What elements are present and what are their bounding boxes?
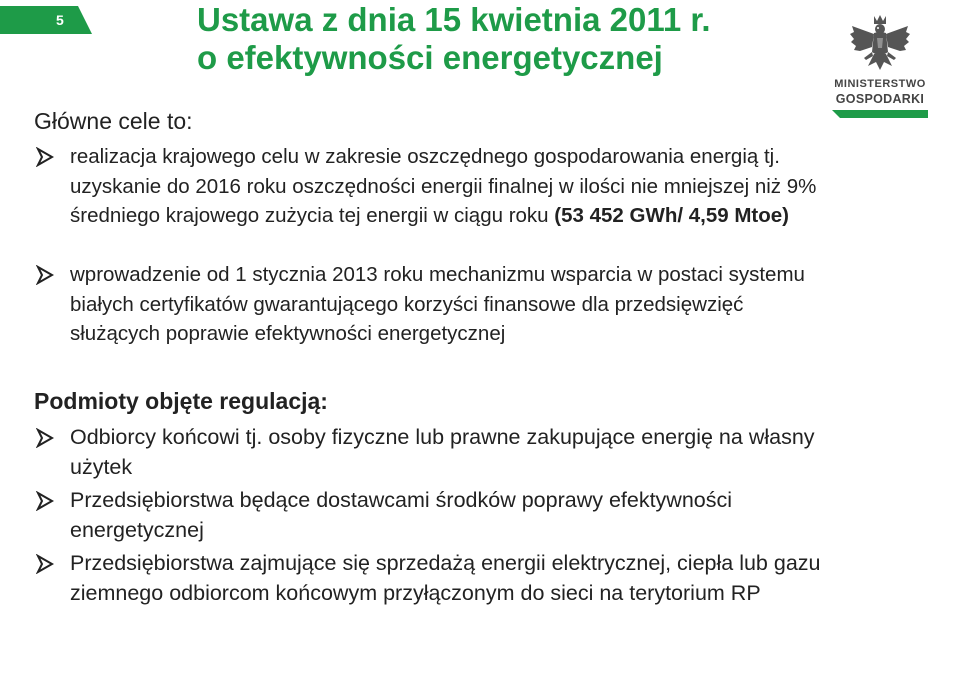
slide-title-line-2: o efektywności energetycznej <box>197 39 663 76</box>
badge-shape <box>0 6 92 34</box>
goal-item <box>70 142 830 231</box>
entity-item: Przedsiębiorstwa zajmujące się sprzedażą energii elektrycznej, ciepła lub gazu ziemnego odbiorcom końcowym przyłączonym do sieci na terytorium RP <box>70 551 821 605</box>
ministry-logo <box>832 14 928 126</box>
entities-heading: Podmioty objęte regulacją: <box>34 388 328 414</box>
arrow-bullet-icon <box>36 265 56 285</box>
logo-text-gospodarki: GOSPODARKI <box>835 92 925 106</box>
slide-number: 5 <box>56 12 64 28</box>
entity-item: Przedsiębiorstwa będące dostawcami środków poprawy efektywności energetycznej <box>70 488 733 542</box>
slide-title-line-1: Ustawa z dnia 15 kwietnia 2011 r. <box>197 1 711 38</box>
arrow-bullet-icon <box>36 428 56 448</box>
arrow-bullet-icon <box>36 554 56 574</box>
goal-item-bold-figure: (53 452 GWh/ 4,59 Mtoe) <box>554 204 789 227</box>
arrow-bullet-icon <box>36 147 56 167</box>
goals-heading: Główne cele to: <box>34 108 193 134</box>
white-eagle-icon <box>848 14 912 76</box>
goal-item-text: realizacja krajowego celu w zakresie oszczędnego gospodarowania energią tj. uzyskanie do 2016 roku oszczędności energii finalnej w ilości nie mniejszej niż 9% średniego krajowego zużycia tej energii w ciągu roku <box>70 145 817 227</box>
logo-green-bar <box>832 110 928 118</box>
arrow-bullet-icon <box>36 491 56 511</box>
entity-item: Odbiorcy końcowi tj. osoby fizyczne lub prawne zakupujące energię na własny użytek <box>70 425 815 479</box>
logo-text-ministerstwo: MINISTERSTWO <box>834 78 926 90</box>
slide-number-badge <box>0 6 92 34</box>
goal-item: wprowadzenie od 1 stycznia 2013 roku mechanizmu wsparcia w postaci systemu białych certyfikatów gwarantującego korzyści finansowe dla przedsięwzięć służących poprawie efektywności energetycznej <box>70 263 805 345</box>
